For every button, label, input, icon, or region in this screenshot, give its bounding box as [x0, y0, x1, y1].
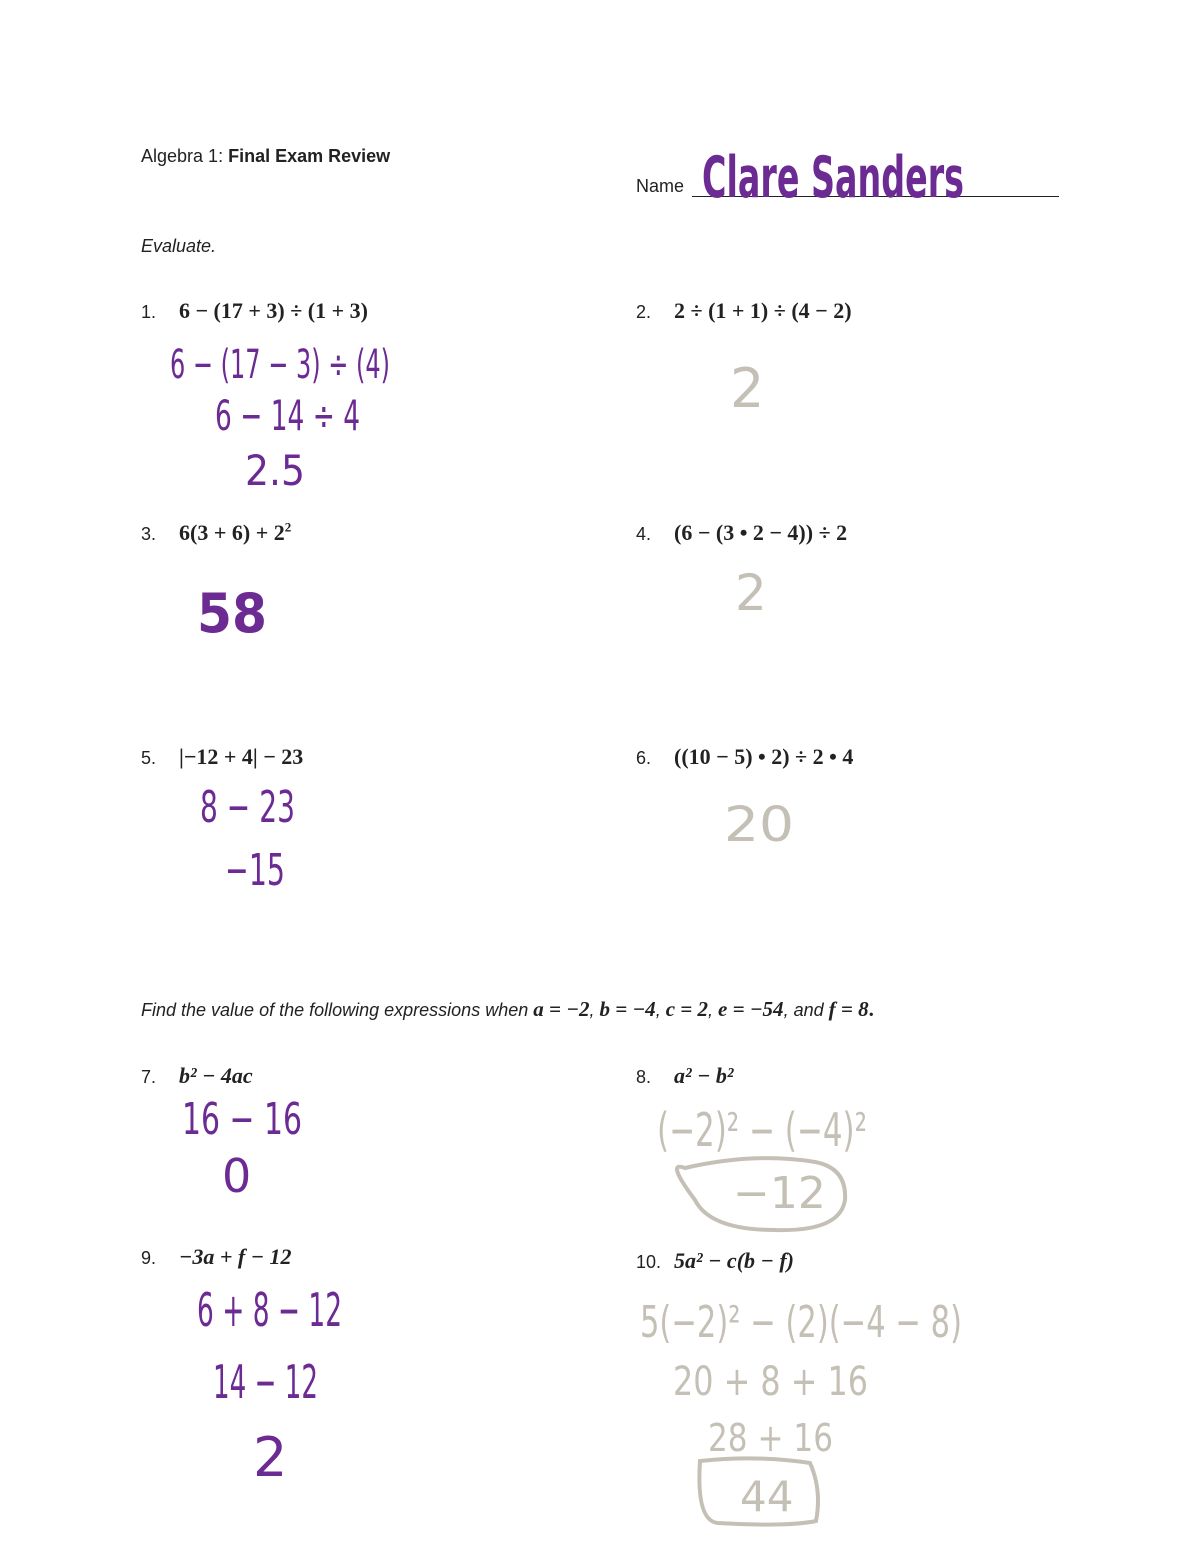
value-b: b = −4: [599, 997, 656, 1021]
value-f: f = 8: [828, 997, 869, 1021]
problem-expression: 6 − (17 + 3) ÷ (1 + 3): [179, 298, 368, 323]
problem-number: 7.: [141, 1067, 157, 1087]
problem-number: 5.: [141, 748, 157, 768]
work-line-3: 2: [253, 1426, 288, 1489]
work-answer: 58: [197, 582, 267, 645]
work-line-1: (−2)² − (−4)²: [657, 1103, 867, 1157]
and-word: and: [793, 1000, 824, 1020]
work-line-1: 5(−2)² − (2)(−4 − 8): [640, 1297, 962, 1348]
work-line-1: 6 + 8 − 12: [197, 1283, 342, 1337]
section-instruction-evaluate: Evaluate.: [141, 236, 217, 256]
work-line-4: 44: [740, 1472, 794, 1521]
problem-expression: −3a + f − 12: [179, 1244, 292, 1269]
problem-2: [636, 298, 852, 324]
problem-1-work: [170, 330, 410, 500]
problem-4-work: [730, 562, 810, 632]
problem-expression: (6 − (3 • 2 − 4)) ÷ 2: [674, 520, 848, 545]
work-line-2: 0: [222, 1149, 252, 1203]
work-line-1: 16 − 16: [182, 1094, 302, 1145]
problem-7-work: [180, 1090, 330, 1210]
problem-9-work: [195, 1280, 365, 1490]
problem-expression: ((10 − 5) • 2) ÷ 2 • 4: [674, 744, 854, 769]
problem-6-work: [720, 795, 830, 855]
problem-number: 1.: [141, 302, 157, 322]
value-e: e = −54: [718, 997, 784, 1021]
work-answer: 2: [730, 357, 765, 420]
problem-expression: a² − b²: [674, 1063, 734, 1088]
worksheet-subtitle: Final Exam Review: [228, 146, 391, 166]
work-answer: 2: [735, 564, 767, 622]
work-line-2: 6 − 14 ÷ 4: [215, 391, 360, 440]
problem-5-work: [195, 780, 345, 900]
problem-number: 10.: [636, 1252, 662, 1272]
problem-8-work: [655, 1090, 885, 1250]
work-line-2: −15: [225, 845, 285, 896]
problem-number: 6.: [636, 748, 652, 768]
problem-number: 4.: [636, 524, 652, 544]
problem-number: 9.: [141, 1248, 157, 1268]
problem-1: [141, 298, 368, 324]
instruction-lead: Find the value of the following expressions when: [141, 1000, 529, 1020]
problem-expression: $6(3 + 6) + 2^2$: [179, 520, 292, 546]
work-line-3: 28 + 16: [708, 1416, 833, 1460]
work-line-2: −12: [733, 1168, 826, 1219]
problem-expression: b² − 4ac: [179, 1063, 253, 1088]
value-a: a = −2: [533, 997, 590, 1021]
work-answer: 20: [724, 797, 794, 853]
problem-number: 8.: [636, 1067, 652, 1087]
problem-3: [141, 520, 291, 546]
problem-2-work: [725, 355, 805, 425]
problem-4: [636, 520, 847, 546]
work-line-2: 20 + 8 + 16: [673, 1359, 868, 1405]
student-name-handwriting: [700, 138, 970, 212]
work-line-2: 14 − 12: [213, 1355, 318, 1409]
problem-3-work: [195, 580, 295, 650]
student-name: Clare Sanders: [702, 145, 964, 212]
problem-expression: 5a² − c(b − f): [674, 1248, 795, 1273]
problem-9: [141, 1244, 292, 1270]
exponent: 2: [284, 520, 292, 535]
value-c: c = 2: [665, 997, 709, 1021]
work-line-1: 8 − 23: [200, 782, 295, 833]
work-line-3: 2.5: [245, 446, 305, 495]
work-line-1: 6 − (17 − 3) ÷ (4): [170, 342, 390, 388]
name-label: Name: [636, 176, 685, 196]
worksheet-title: Algebra 1: Final Exam Review: [141, 146, 391, 166]
section-instruction-substitute: Find the value of the following expressions when a = −2, b = −4, c = 2, e = −54, and f = 8.: [141, 997, 874, 1021]
problem-10-work: [638, 1285, 968, 1535]
problem-10: [636, 1248, 794, 1274]
problem-number: 3.: [141, 524, 157, 545]
problem-number: 2.: [636, 302, 652, 322]
problem-expression: 2 ÷ (1 + 1) ÷ (4 − 2): [674, 298, 852, 323]
problem-5: [141, 744, 303, 770]
problem-expression: |−12 + 4| − 23: [179, 744, 304, 769]
problem-6: [636, 744, 853, 770]
problem-7: [141, 1063, 253, 1089]
problem-8: [636, 1063, 734, 1089]
course-name: Algebra 1: [141, 146, 219, 166]
